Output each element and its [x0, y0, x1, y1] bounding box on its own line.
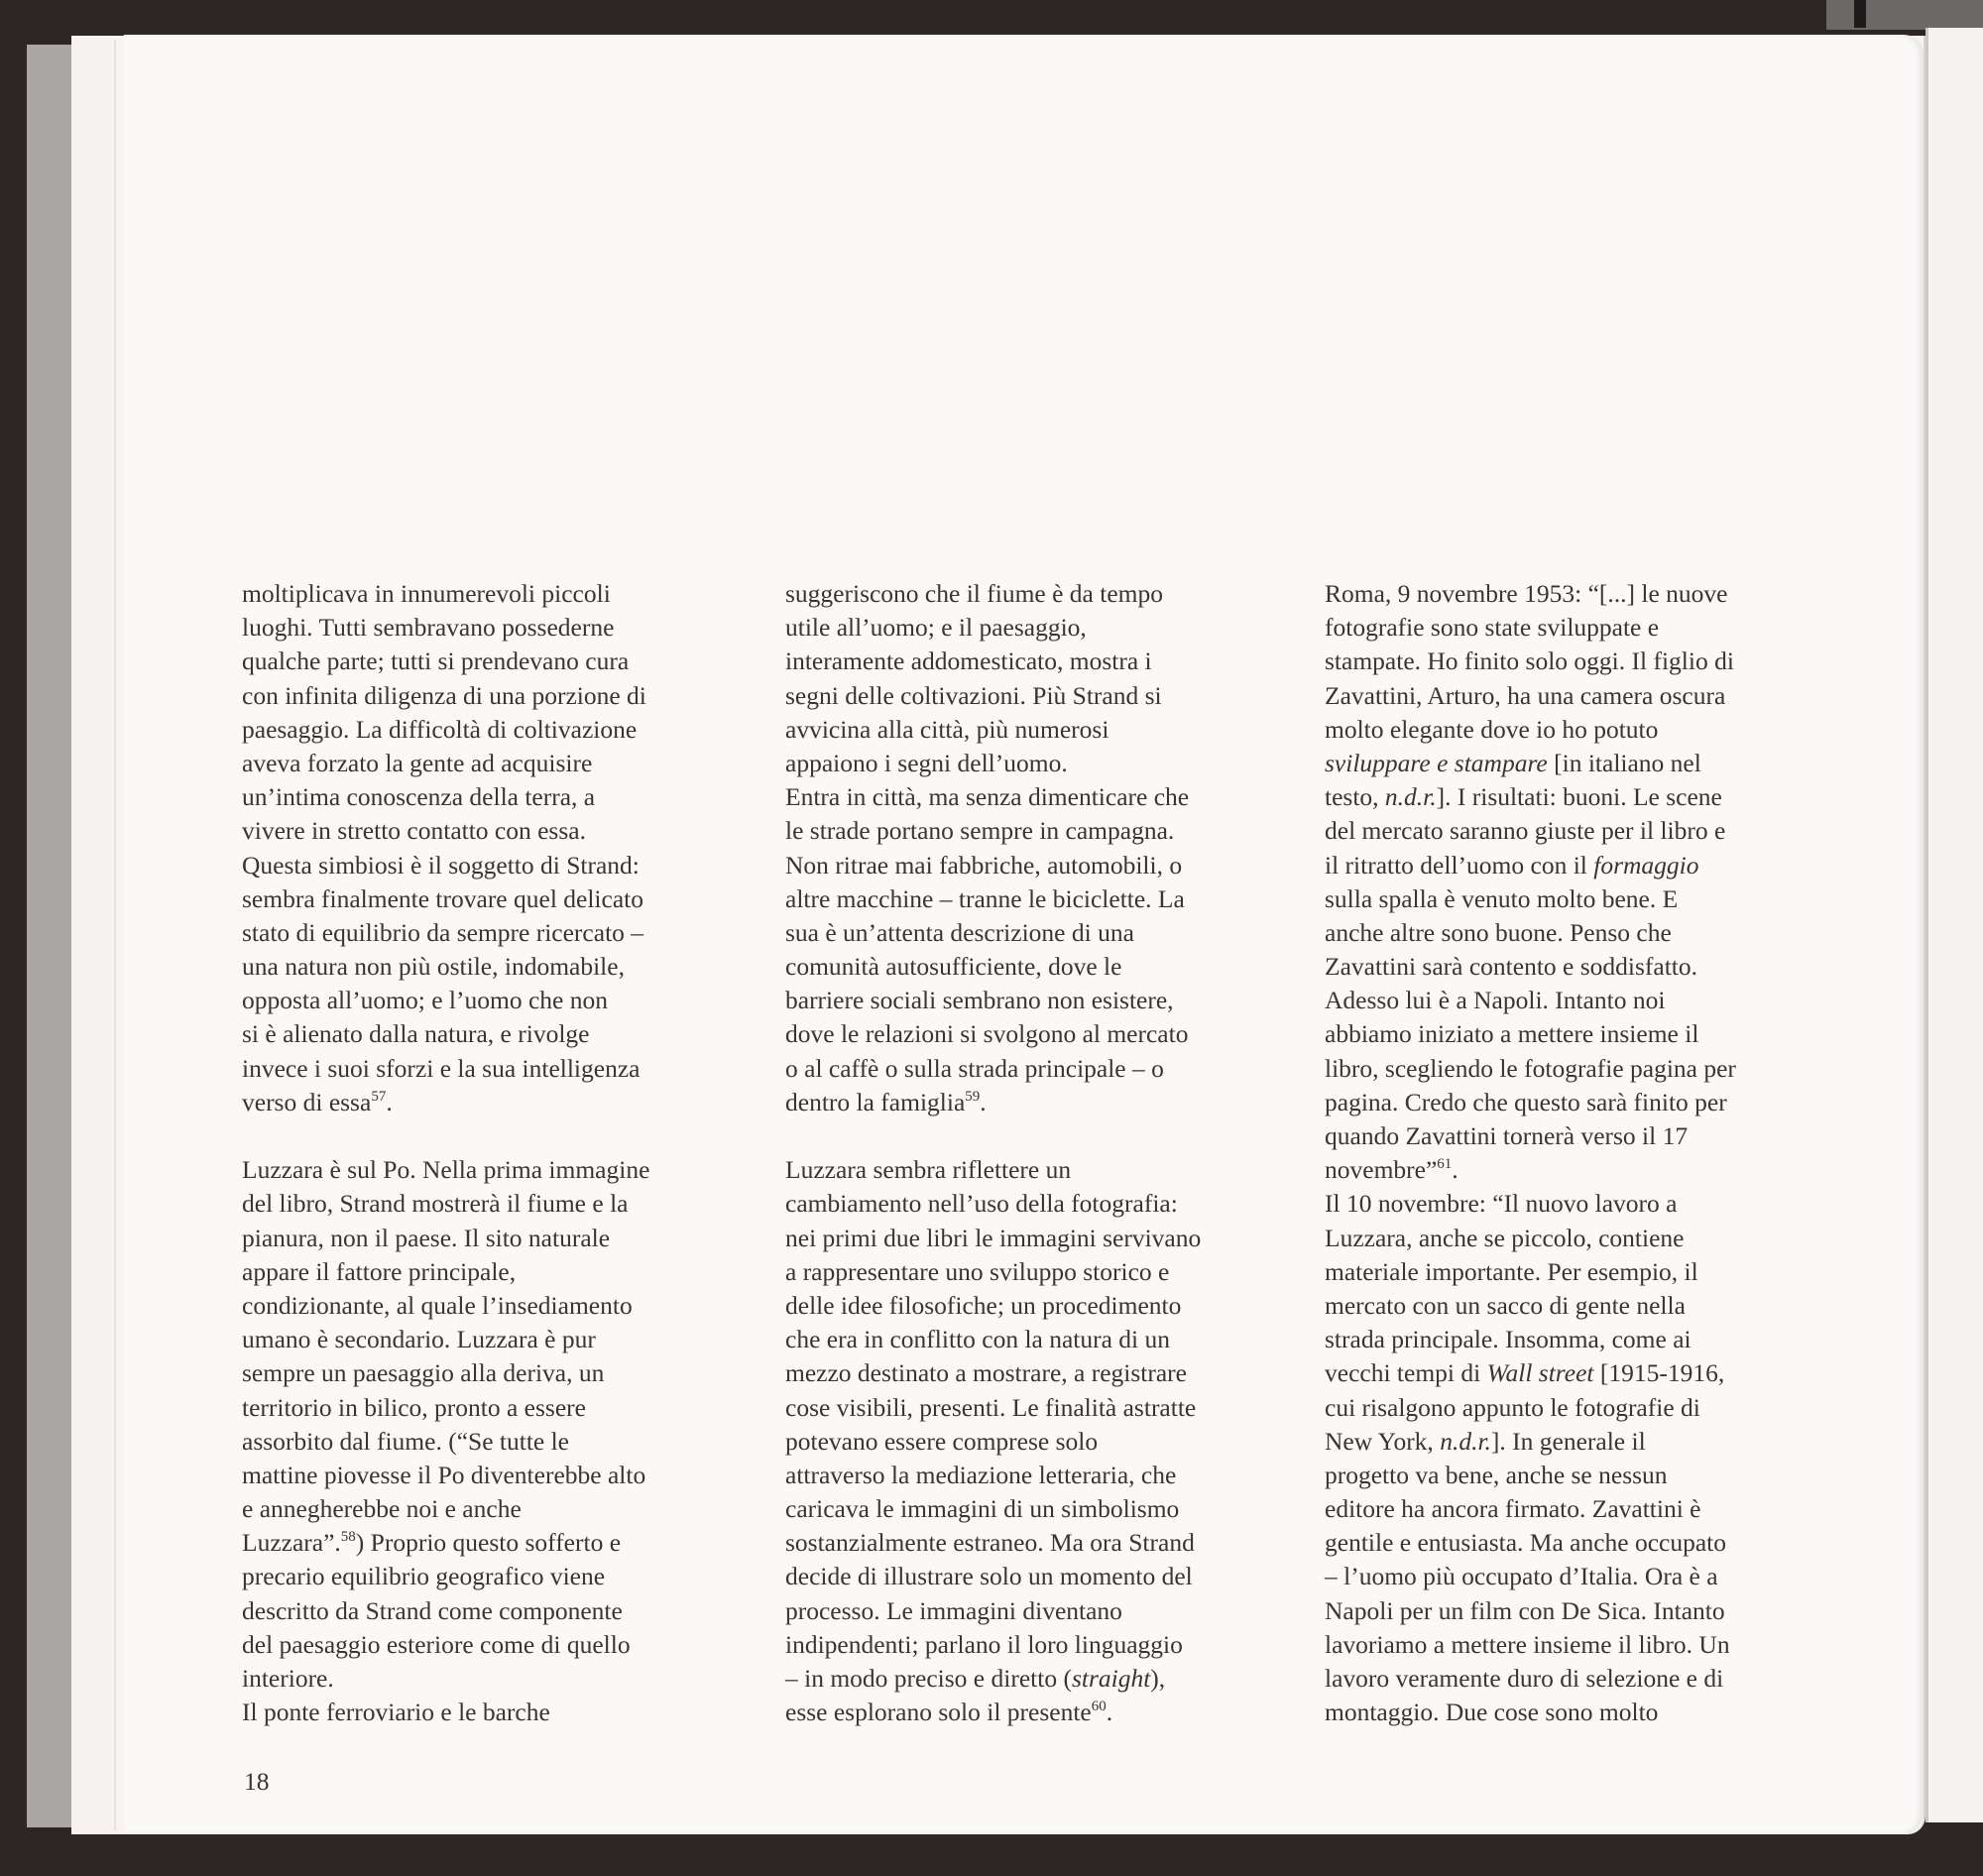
text-line: mercato con un sacco di gente nella: [1325, 1290, 1686, 1320]
text-line: appare il fattore principale,: [242, 1256, 517, 1286]
text-line: indipendenti; parlano il loro linguaggio: [785, 1629, 1183, 1659]
text-line: molto elegante dove io ho potuto: [1325, 714, 1659, 744]
text-line: territorio in bilico, pronto a essere: [242, 1392, 586, 1422]
text-line: umano è secondario. Luzzara è pur: [242, 1325, 596, 1354]
text-line: barriere sociali sembrano non esistere,: [785, 986, 1174, 1015]
text-line: qualche parte; tutti si prendevano cura: [242, 646, 630, 676]
text-line: decide di illustrare solo un momento del: [785, 1562, 1193, 1591]
text-line: utile all’uomo; e il paesaggio,: [785, 613, 1087, 643]
text-line: Il 10 novembre: “Il nuovo lavoro a: [1325, 1189, 1678, 1219]
text-line: le strade portano sempre in campagna.: [785, 816, 1175, 846]
text-line: interamente addomesticato, mostra i: [785, 646, 1152, 676]
text-line: cambiamento nell’uso della fotografia:: [785, 1189, 1178, 1219]
text-line: Questa simbiosi è il soggetto di Strand:: [242, 850, 640, 879]
text-line: mattine piovesse il Po diventerebbe alto: [242, 1460, 646, 1489]
text-line: Luzzara, anche se piccolo, contiene: [1325, 1223, 1685, 1252]
text-line: del libro, Strand mostrerà il fiume e la: [242, 1189, 629, 1219]
text-line: attraverso la mediazione letteraria, che: [785, 1460, 1177, 1489]
text-line: stato di equilibrio da sempre ricercato –: [242, 917, 644, 947]
text-line: con infinita diligenza di una porzione di: [242, 680, 646, 710]
text-line-with-italic: New York, n.d.r.]. In generale il: [1325, 1426, 1646, 1456]
text-line: Roma, 9 novembre 1953: “[...] le nuove: [1325, 579, 1728, 608]
text-line-with-italic: – in modo preciso e diretto (straight),: [785, 1664, 1166, 1693]
text-line: appaiono i segni dell’uomo.: [785, 748, 1068, 777]
text-line: sua è un’attenta descrizione di una: [785, 917, 1134, 947]
text-line: lavoro veramente duro di selezione e di: [1325, 1664, 1724, 1693]
text-line-with-footnote: esse esplorano solo il presente$^{60}$.: [785, 1698, 1113, 1727]
text-line: cui risalgono appunto le fotografie di: [1325, 1392, 1700, 1422]
text-line: altre macchine – tranne le biciclette. La: [785, 883, 1185, 913]
text-line: a rappresentare uno sviluppo storico e: [785, 1256, 1170, 1286]
text-line: aveva forzato la gente ad acquisire: [242, 748, 593, 777]
book-spine-shadow: [1854, 0, 1866, 28]
text-line: che era in conflitto con la natura di un: [785, 1325, 1171, 1354]
text-line: del mercato saranno giuste per il libro e: [1325, 816, 1726, 846]
text-line: comunità autosufficiente, dove le: [785, 952, 1122, 982]
text-line-with-footnote: Luzzara”.$^{58}$) Proprio questo sofferto e: [242, 1528, 622, 1558]
text-line: si è alienato dalla natura, e rivolge: [242, 1019, 590, 1049]
text-line: fotografie sono state sviluppate e: [1325, 613, 1660, 643]
text-column-3: [1325, 577, 1736, 1729]
footnote-ref-58: 58: [340, 1529, 356, 1546]
text-line: un’intima conoscenza della terra, a: [242, 782, 596, 812]
text-line: moltiplicava in innumerevoli piccoli: [242, 579, 611, 608]
text-line: sulla spalla è venuto molto bene. E: [1325, 883, 1679, 913]
text-line: stampate. Ho finito solo oggi. Il figlio di: [1325, 646, 1734, 676]
text-line-with-italic: il ritratto dell’uomo con il formaggio: [1325, 850, 1699, 879]
text-line: quando Zavattini tornerà verso il 17: [1325, 1121, 1689, 1150]
text-line: una natura non più ostile, indomabile,: [242, 952, 625, 982]
text-line: potevano essere comprese solo: [785, 1426, 1099, 1456]
text-line: cose visibili, presenti. Le finalità astratte: [785, 1392, 1197, 1422]
text-line: libro, scegliendo le fotografie pagina per: [1325, 1053, 1736, 1083]
text-line: gentile e entusiasta. Ma anche occupato: [1325, 1528, 1726, 1558]
text-line: assorbito dal fiume. (“Se tutte le: [242, 1426, 569, 1456]
text-line: del paesaggio esteriore come di quello: [242, 1629, 631, 1659]
text-line: processo. Le immagini diventano: [785, 1595, 1122, 1625]
text-line: materiale importante. Per esempio, il: [1325, 1256, 1698, 1286]
text-line: interiore.: [242, 1664, 334, 1693]
text-line: sempre un paesaggio alla deriva, un: [242, 1358, 605, 1388]
text-line: segni delle coltivazioni. Più Strand si: [785, 680, 1162, 710]
text-line: Luzzara è sul Po. Nella prima immagine: [242, 1155, 650, 1185]
text-line-with-italic: vecchi tempi di Wall street [1915-1916,: [1325, 1358, 1725, 1388]
text-line: mezzo destinato a mostrare, a registrare: [785, 1358, 1187, 1388]
text-line: Non ritrae mai fabbriche, automobili, o: [785, 850, 1183, 879]
text-line: opposta all’uomo; e l’uomo che non: [242, 986, 608, 1015]
text-line: nei primi due libri le immagini servivano: [785, 1223, 1202, 1252]
text-line-with-italic: testo, n.d.r.]. I risultati: buoni. Le scene: [1325, 782, 1722, 812]
page-stack-edge: [114, 40, 116, 1830]
text-line: sembra finalmente trovare quel delicato: [242, 883, 643, 913]
paragraph-gap: [785, 1119, 1201, 1153]
text-line: Luzzara sembra riflettere un: [785, 1155, 1072, 1185]
text-line: luoghi. Tutti sembravano possederne: [242, 613, 615, 643]
text-line: precario equilibrio geografico viene: [242, 1562, 606, 1591]
text-line: editore ha ancora firmato. Zavattini è: [1325, 1494, 1701, 1524]
text-line: – l’uomo più occupato d’Italia. Ora è a: [1325, 1562, 1718, 1591]
text-line: Entra in città, ma senza dimenticare che: [785, 782, 1190, 812]
page-number: 18: [244, 1767, 270, 1796]
text-line: pianura, non il paese. Il sito naturale: [242, 1223, 611, 1252]
text-line-with-footnote: dentro la famiglia$^{59}$.: [785, 1087, 987, 1116]
text-line: Il ponte ferroviario e le barche: [242, 1698, 550, 1727]
text-line: o al caffè o sulla strada principale – o: [785, 1053, 1164, 1083]
text-line: lavoriamo a mettere insieme il libro. Un: [1325, 1629, 1730, 1659]
text-line: delle idee filosofiche; un procedimento: [785, 1290, 1182, 1320]
text-line: strada principale. Insomma, come ai: [1325, 1325, 1691, 1354]
text-column-2: [785, 577, 1201, 1729]
text-line: sostanzialmente estraneo. Ma ora Strand: [785, 1528, 1195, 1558]
paragraph-gap: [242, 1119, 649, 1153]
text-line-with-footnote: verso di essa$^{57}$.: [242, 1087, 393, 1116]
text-line: vivere in stretto contatto con essa.: [242, 816, 586, 846]
footnote-ref-57: 57: [371, 1088, 387, 1105]
footnote-ref-61: 61: [1437, 1156, 1453, 1173]
footnote-ref-59: 59: [965, 1088, 981, 1105]
text-line: suggeriscono che il fiume è da tempo: [785, 579, 1163, 608]
footnote-ref-60: 60: [1091, 1699, 1107, 1715]
text-line: Napoli per un film con De Sica. Intanto: [1325, 1595, 1725, 1625]
text-line: invece i suoi sforzi e la sua intelligenza: [242, 1053, 641, 1083]
text-line: dove le relazioni si svolgono al mercato: [785, 1019, 1189, 1049]
text-line: progetto va bene, anche se nessun: [1325, 1460, 1668, 1489]
text-line: anche altre sono buone. Penso che: [1325, 917, 1672, 947]
facing-page-edge: [1925, 28, 1983, 1822]
text-line: Zavattini sarà contento e soddisfatto.: [1325, 952, 1698, 982]
text-line: Zavattini, Arturo, ha una camera oscura: [1325, 680, 1726, 710]
text-line: abbiamo iniziato a mettere insieme il: [1325, 1019, 1699, 1049]
text-line-with-italic: sviluppare e stampare [in italiano nel: [1325, 748, 1701, 777]
text-column-1: [242, 577, 649, 1729]
text-line: montaggio. Due cose sono molto: [1325, 1698, 1659, 1727]
text-line: pagina. Credo che questo sarà finito per: [1325, 1087, 1727, 1116]
text-line: condizionante, al quale l’insediamento: [242, 1290, 633, 1320]
text-line-with-footnote: novembre”$^{61}$.: [1325, 1155, 1458, 1185]
text-line: paesaggio. La difficoltà di coltivazione: [242, 714, 638, 744]
text-line: e annegherebbe noi e anche: [242, 1494, 522, 1524]
text-line: Adesso lui è a Napoli. Intanto noi: [1325, 986, 1666, 1015]
text-line: caricava le immagini di un simbolismo: [785, 1494, 1180, 1524]
book-cover-edge: [1826, 0, 1983, 30]
text-line: descritto da Strand come componente: [242, 1595, 623, 1625]
text-line: avvicina alla città, più numerosi: [785, 714, 1109, 744]
